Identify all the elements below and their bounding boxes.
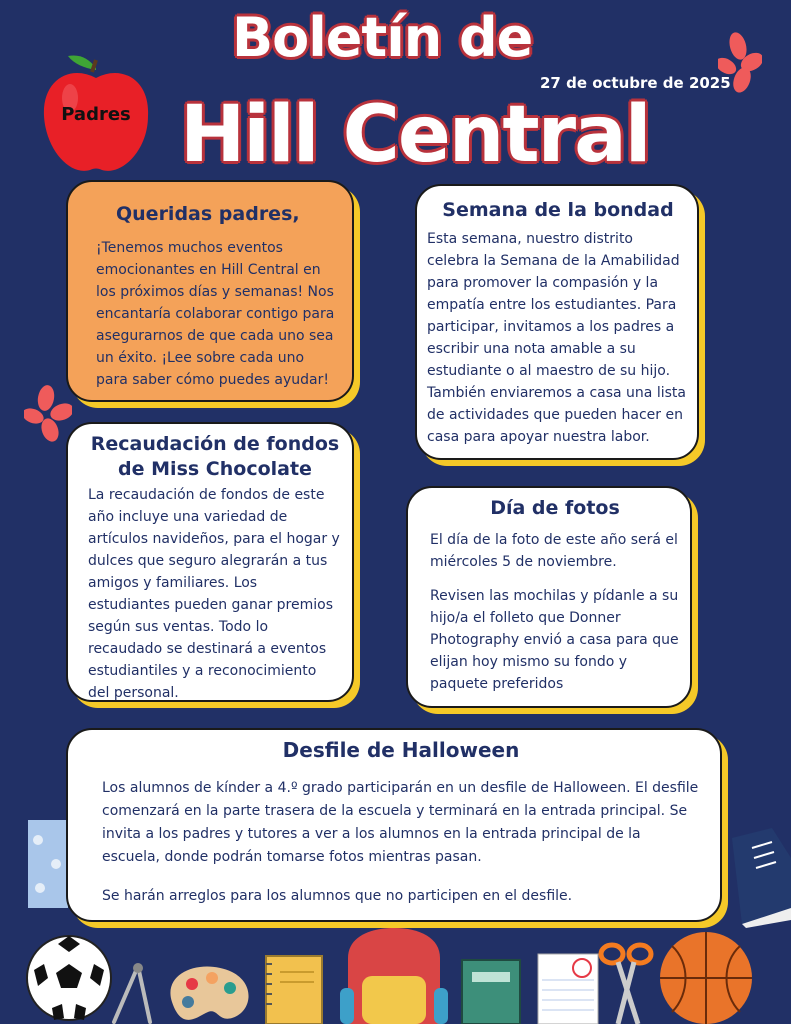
parents-greeting-body: ¡Tenemos muchos eventos emocionantes en Hill Central en los próximos días y semanas! Nos encantaría colaborar contigo para asegurarnos de que cada uno sea un éxito. ¡Lee sobre cada uno para saber cómo puedes ayudar! bbox=[96, 240, 335, 388]
sneaker-icon bbox=[722, 828, 791, 928]
palette-icon bbox=[162, 962, 252, 1024]
newsletter-title-line2: Hill Central bbox=[180, 90, 650, 180]
compass-icon bbox=[108, 962, 154, 1024]
kindness-week-title: Semana de la bondad bbox=[442, 199, 674, 221]
kindness-week-body: Esta semana, nuestro distrito celebra la Semana de la Amabilidad para promover la compasión y la empatía entre los estudiantes. Para participar, invitamos a los padres a escribir una nota amable a su estudiante o al maestro de su hijo. También enviaremos a casa una lista de actividades que pueden hacer en casa para apoyar nuestra labor. bbox=[427, 231, 686, 445]
halloween-parade-title: Desfile de Halloween bbox=[282, 738, 520, 762]
parents-greeting-title: Queridas padres, bbox=[116, 203, 300, 225]
scissors-icon bbox=[598, 940, 654, 1024]
newsletter-title-line1: Boletín de bbox=[232, 6, 533, 69]
basketball-icon bbox=[656, 926, 756, 1024]
notebook-icon bbox=[262, 952, 324, 1024]
photo-day-title: Día de fotos bbox=[490, 497, 620, 519]
fundraiser-body: La recaudación de fondos de este año incluye una variedad de artículos navideños, para el hogar y dulces que seguro alegrarán a tus amigos y familiares. Los estudiantes pueden ganar premios según sus ventas. Todo lo recaudado se destinará a eventos estudiantiles y a reconocimiento del personal. bbox=[88, 487, 340, 701]
flower-icon bbox=[718, 32, 762, 94]
backpack-icon bbox=[338, 928, 450, 1024]
parents-greeting-card bbox=[66, 180, 354, 402]
kindness-week-card bbox=[415, 184, 699, 460]
halloween-parade-card bbox=[66, 728, 722, 922]
fundraiser-title: Recaudación de fondos de Miss Chocolate bbox=[90, 433, 340, 480]
newsletter-date: 27 de octubre de 2025 bbox=[540, 74, 731, 92]
book-icon bbox=[460, 958, 522, 1024]
flower-icon bbox=[24, 384, 72, 444]
halloween-parade-body-2: Se harán arreglos para los alumnos que no participen en el desfile. bbox=[102, 888, 573, 904]
photo-day-body-2: Revisen las mochilas y pídanle a su hijo/a el folleto que Donner Photography envió a casa para que elijan hoy mismo su fondo y paquete preferidos bbox=[430, 588, 679, 692]
halloween-parade-body-1: Los alumnos de kínder a 4.º grado participarán en un desfile de Halloween. El desfile comenzará en la parte trasera de la escuela y terminará en la entrada principal. Se invita a los padres y tutores a ver a los alumnos en la entrada principal de la escuela, donde podrán tomarse fotos mientras pasan. bbox=[102, 780, 699, 865]
fundraiser-card bbox=[66, 422, 354, 702]
soccer-ball-icon bbox=[26, 926, 112, 1024]
photo-day-card bbox=[406, 486, 692, 708]
paper-icon bbox=[536, 952, 600, 1024]
gift-box-icon bbox=[28, 820, 68, 908]
apple-label: Padres bbox=[61, 104, 131, 125]
photo-day-body-1: El día de la foto de este año será el miércoles 5 de noviembre. bbox=[430, 532, 678, 570]
